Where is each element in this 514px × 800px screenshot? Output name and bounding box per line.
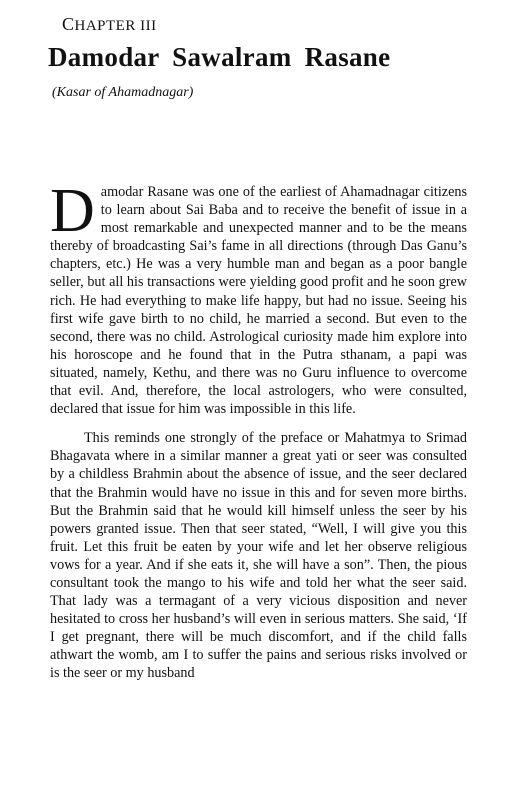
paragraph-1: [50, 177, 467, 418]
chapter-label-initial: C: [62, 14, 75, 34]
chapter-body: [50, 177, 467, 683]
chapter-label: [62, 14, 157, 35]
paragraph-2: This reminds one strongly of the preface or Mahatmya to Srimad Bhagavata where in a similar manner a great yati or seer was consulted by a childless Brahmin about the absence of issue, and the seer declared that the Brahmin would have no issue in this and for seven more births. But the Brahmin said that he would kill himself unless the seer by his powers granted issue. Then that seer stated, “Well, I will give you this fruit. Let this fruit be eaten by your wife and let her observe religious vows for a year. And if she eats it, she will have a son”. Then, the pious consultant took the mango to his wife and told her what the seer said. That lady was a termagant of a very vicious disposition and never hesitated to cross her husband’s will even in serious matters. She said, ‘If I get pregnant, there will be much discomfort, and if the child falls athwart the womb, am I to suffer the pains and serious risks involved or is the seer or my husband: [50, 430, 467, 682]
drop-cap: D: [50, 177, 95, 245]
paragraph-1-text: amodar Rasane was one of the earliest of Ahamadnagar citizens to learn about Sai Baba and to receive the benefit of issue in a most remarkable and unexpected manner and to be the means thereby of broadcasting Sai’s fame in all directions (through Das Ganu’s chapters, etc.) He was a very humble man and began as a poor bangle seller, but all his transactions were yielding good profit and he soon grew rich. He had everything to make life happy, but had no issue. Seeing his first wife gave birth to no child, he married a second. But even to the second, there was no child. Astrological curiosity made him explore into his horoscope and he found that in the Putra sthanam, a papi was situated, namely, Kethu, and there was no Guru influence to overcome that evil. And, therefore, the local astrologers, who were consulted, declared that issue for him was impossible in this life.: [50, 184, 467, 418]
chapter-title: Damodar Sawalram Rasane: [48, 42, 391, 72]
chapter-label-rest: HAPTER III: [74, 18, 157, 34]
chapter-subtitle: (Kasar of Ahamadnagar): [52, 85, 194, 100]
